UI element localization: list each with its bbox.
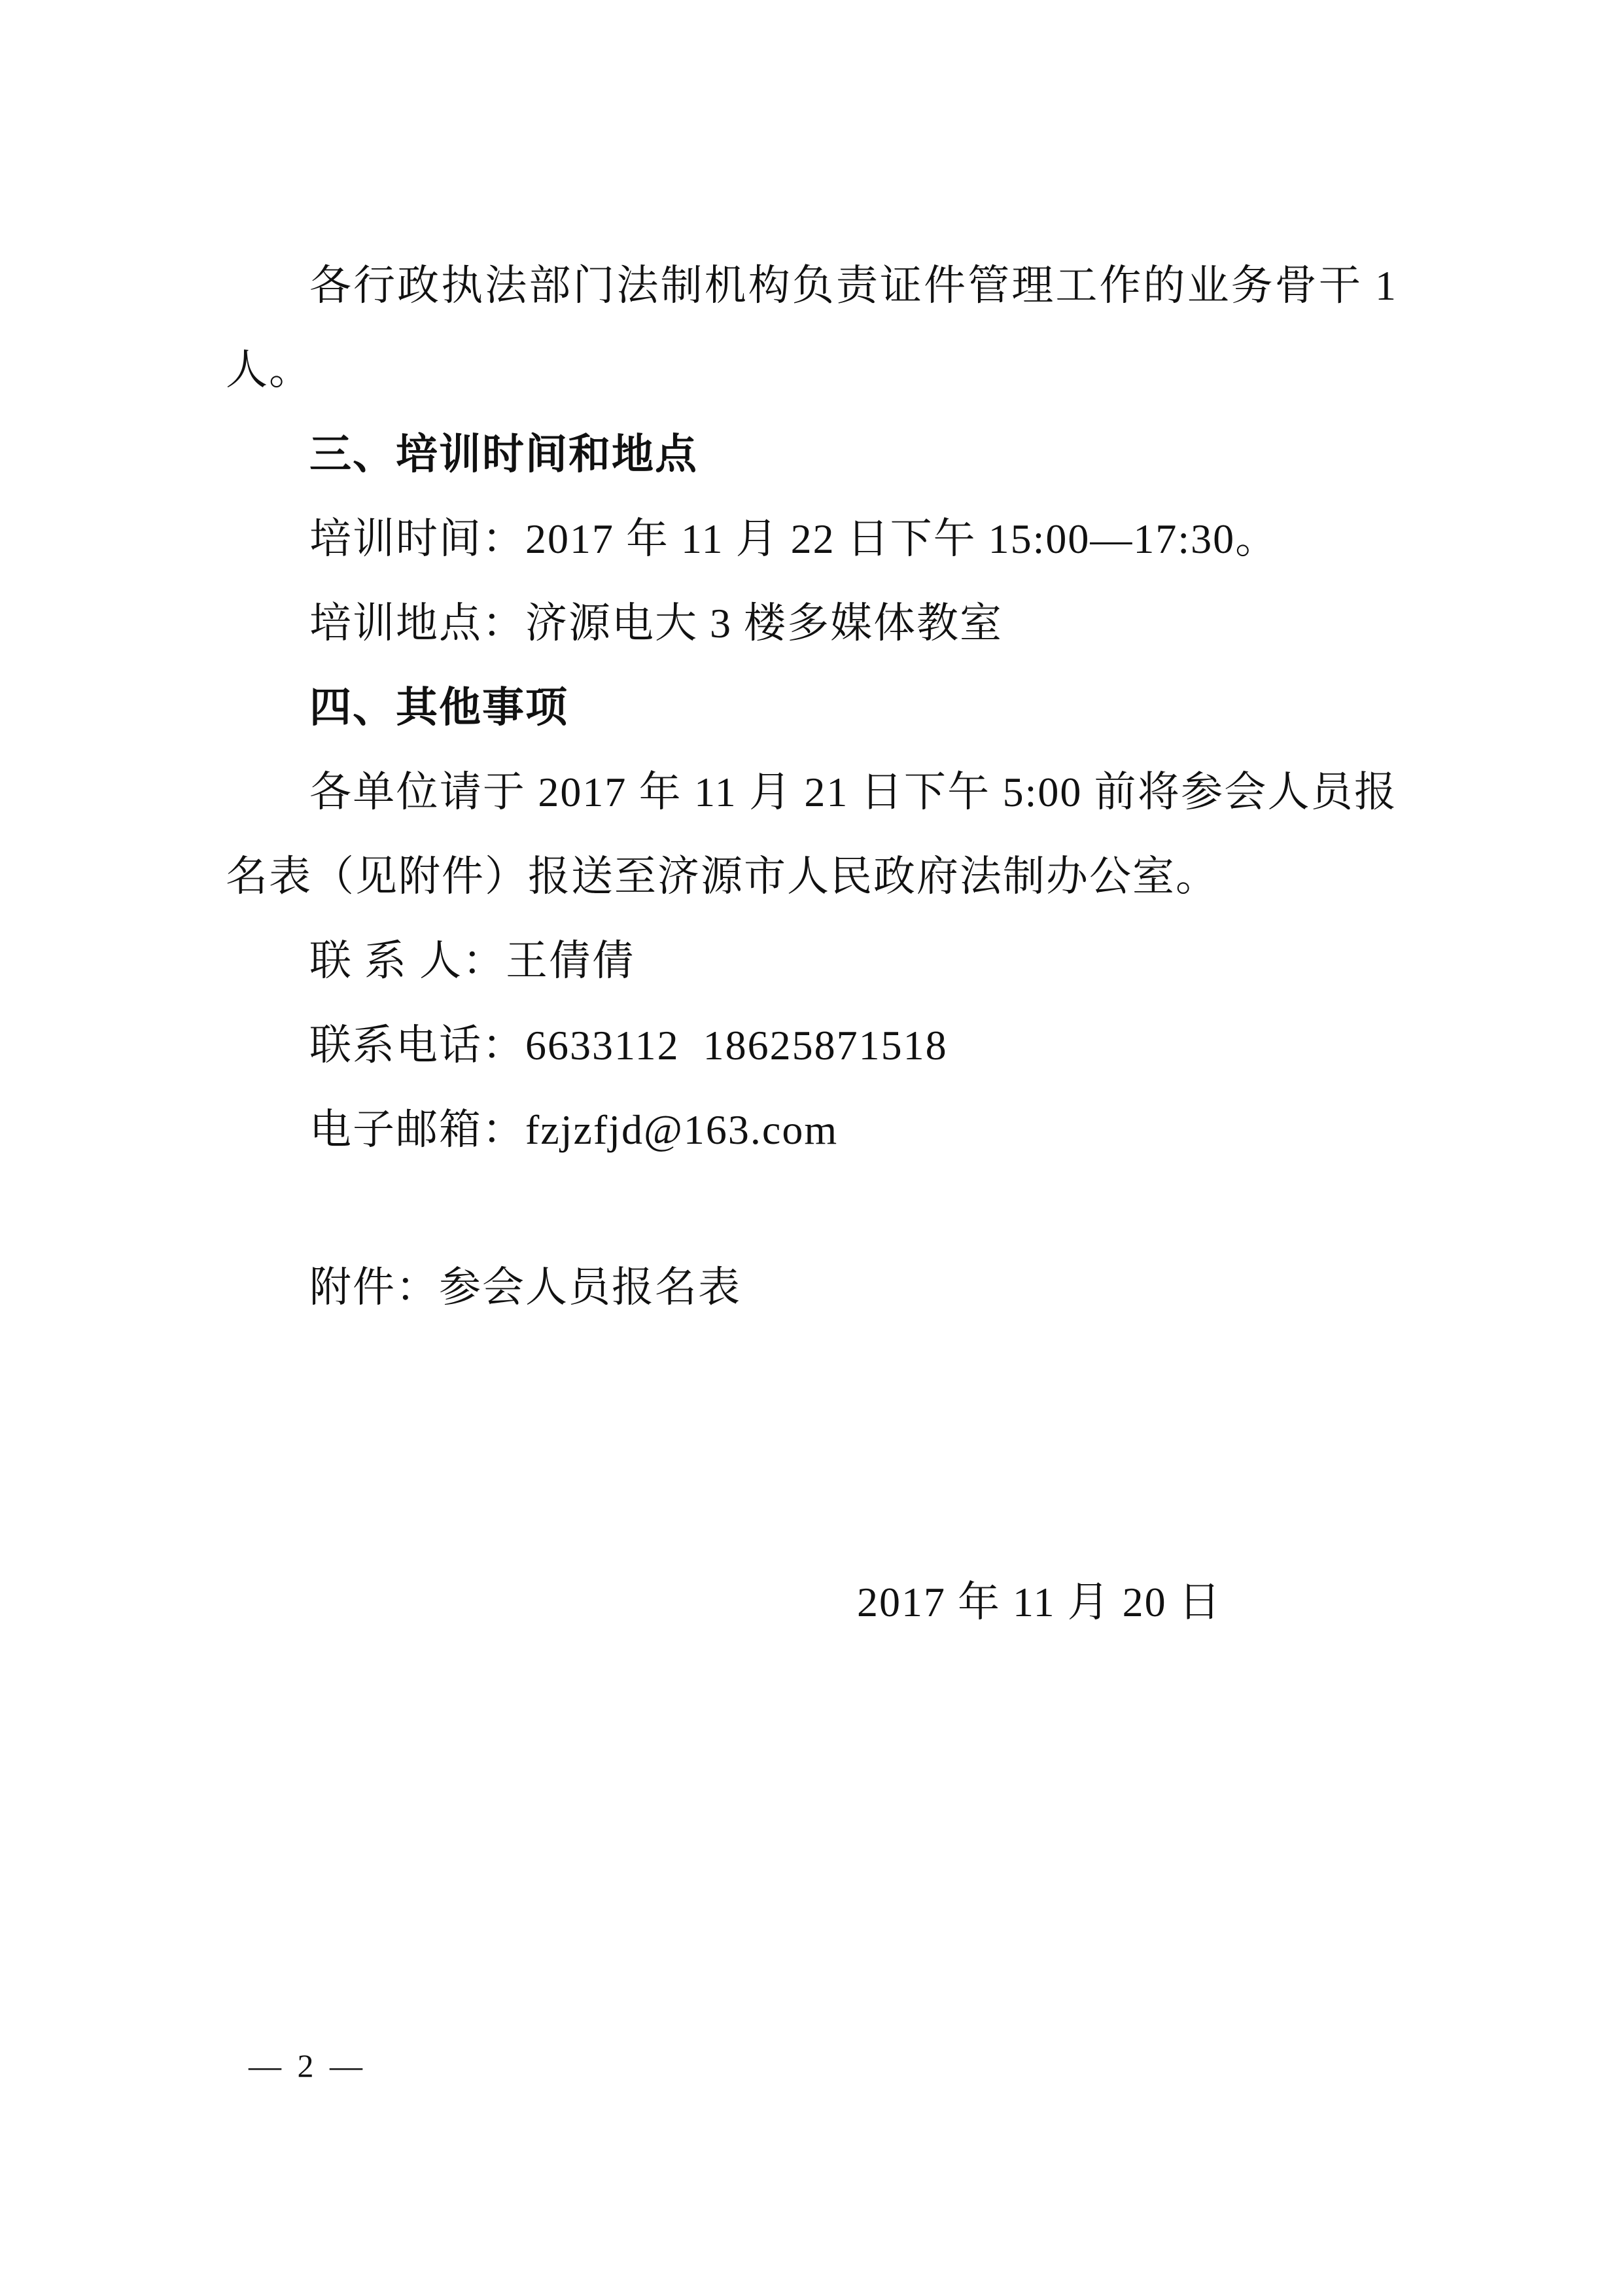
contact-phone-line: 联系电话：6633112 18625871518 bbox=[309, 1022, 948, 1069]
date-line: 2017 年 11 月 20 日 bbox=[857, 1579, 1222, 1625]
training-place-line: 培训地点：济源电大 3 楼多媒体教室 bbox=[309, 600, 1003, 646]
page-number: — 2 — bbox=[249, 2047, 366, 2084]
paragraph-registration: 各单位请于 2017 年 11 月 21 日下午 5:00 前将参会人员报名表（见附件）报送至济源市人民政府法制办公室。 bbox=[226, 769, 1397, 900]
heading-section-four: 四、其他事项 bbox=[309, 684, 568, 731]
contact-email-line: 电子邮箱：fzjzfjd@163.com bbox=[309, 1106, 839, 1153]
heading-section-three: 三、培训时间和地点 bbox=[309, 431, 698, 478]
contact-name-line: 联 系 人：王倩倩 bbox=[309, 938, 635, 984]
paragraph-attendees: 各行政执法部门法制机构负责证件管理工作的业务骨干 1 人。 bbox=[226, 262, 1409, 393]
training-time-line: 培训时间：2017 年 11 月 22 日下午 15:00—17:30。 bbox=[309, 516, 1279, 562]
attachment-line: 附件：参会人员报名表 bbox=[309, 1264, 741, 1311]
document-body bbox=[226, 243, 1409, 1644]
